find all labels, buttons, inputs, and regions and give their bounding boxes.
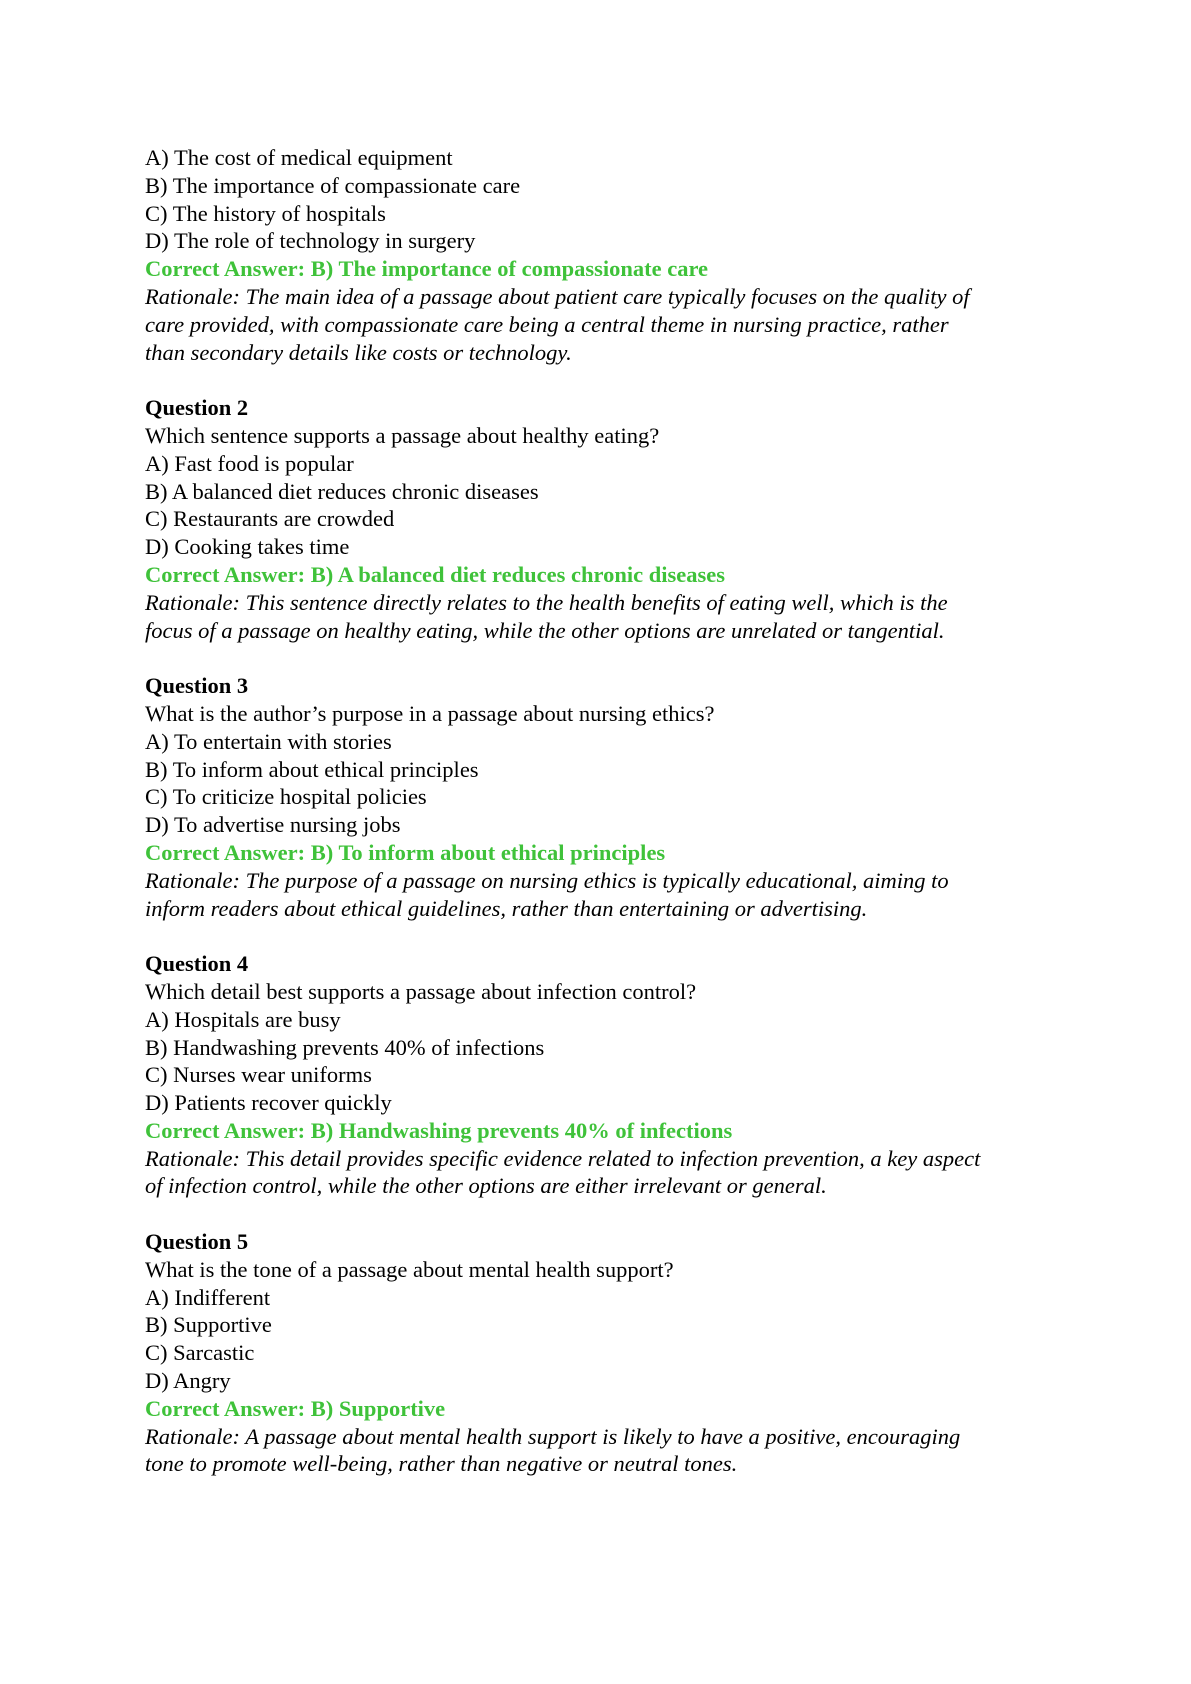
- option-d: D) The role of technology in surgery: [145, 228, 476, 254]
- question-prompt: Which sentence supports a passage about healthy eating?: [145, 422, 660, 448]
- question-4: [145, 950, 1065, 1200]
- question-prompt: What is the tone of a passage about mental health support?: [145, 1256, 674, 1282]
- question-prompt: Which detail best supports a passage about infection control?: [145, 978, 697, 1004]
- rationale-line: tone to promote well-being, rather than negative or neutral tones.: [145, 1451, 738, 1477]
- question-1-continued: [145, 144, 1065, 366]
- option-a: A) Fast food is popular: [145, 450, 354, 476]
- question-heading: Question 5: [145, 1229, 249, 1255]
- option-d: D) Angry: [145, 1368, 231, 1394]
- rationale-line: Rationale: This sentence directly relates to the health benefits of eating well, which is the: [145, 589, 948, 615]
- rationale-line: Rationale: This detail provides specific evidence related to infection prevention, a key aspect: [145, 1145, 981, 1171]
- option-a: A) Hospitals are busy: [145, 1006, 341, 1032]
- option-b: B) Supportive: [145, 1312, 272, 1338]
- rationale-line: of infection control, while the other options are either irrelevant or general.: [145, 1173, 827, 1199]
- option-c: C) The history of hospitals: [145, 200, 386, 226]
- question-heading: Question 2: [145, 395, 249, 421]
- correct-answer: Correct Answer: B) The importance of compassionate care: [145, 256, 709, 282]
- option-a: A) Indifferent: [145, 1284, 271, 1310]
- option-c: C) Restaurants are crowded: [145, 506, 395, 532]
- question-heading: Question 4: [145, 951, 249, 977]
- correct-answer: Correct Answer: B) To inform about ethical principles: [145, 839, 666, 865]
- option-b: B) Handwashing prevents 40% of infections: [145, 1034, 545, 1060]
- correct-answer: Correct Answer: B) Handwashing prevents 40% of infections: [145, 1117, 733, 1143]
- option-c: C) Sarcastic: [145, 1340, 255, 1366]
- option-d: D) To advertise nursing jobs: [145, 812, 401, 838]
- question-3: [145, 672, 1065, 922]
- question-prompt: What is the author’s purpose in a passage about nursing ethics?: [145, 700, 715, 726]
- rationale-line: Rationale: A passage about mental health support is likely to have a positive, encouraging: [145, 1423, 961, 1449]
- option-c: C) Nurses wear uniforms: [145, 1062, 372, 1088]
- document-page: [145, 144, 1065, 1506]
- option-b: B) The importance of compassionate care: [145, 172, 521, 198]
- rationale-line: Rationale: The main idea of a passage about patient care typically focuses on the quality of: [145, 283, 970, 309]
- option-d: D) Patients recover quickly: [145, 1090, 392, 1116]
- option-a: A) To entertain with stories: [145, 728, 392, 754]
- question-heading: Question 3: [145, 673, 249, 699]
- rationale-line: inform readers about ethical guidelines, rather than entertaining or advertising.: [145, 895, 868, 921]
- option-c: C) To criticize hospital policies: [145, 784, 427, 810]
- question-5: [145, 1228, 1065, 1478]
- correct-answer: Correct Answer: B) A balanced diet reduces chronic diseases: [145, 561, 725, 587]
- question-2: [145, 394, 1065, 644]
- rationale-line: than secondary details like costs or technology.: [145, 339, 572, 365]
- correct-answer: Correct Answer: B) Supportive: [145, 1395, 446, 1421]
- rationale-line: care provided, with compassionate care being a central theme in nursing practice, rather: [145, 311, 949, 337]
- option-b: B) A balanced diet reduces chronic diseases: [145, 478, 539, 504]
- option-a: A) The cost of medical equipment: [145, 145, 453, 170]
- rationale-line: Rationale: The purpose of a passage on nursing ethics is typically educational, aiming to: [145, 867, 949, 893]
- option-b: B) To inform about ethical principles: [145, 756, 479, 782]
- option-d: D) Cooking takes time: [145, 534, 350, 560]
- rationale-line: focus of a passage on healthy eating, while the other options are unrelated or tangential.: [145, 617, 945, 643]
